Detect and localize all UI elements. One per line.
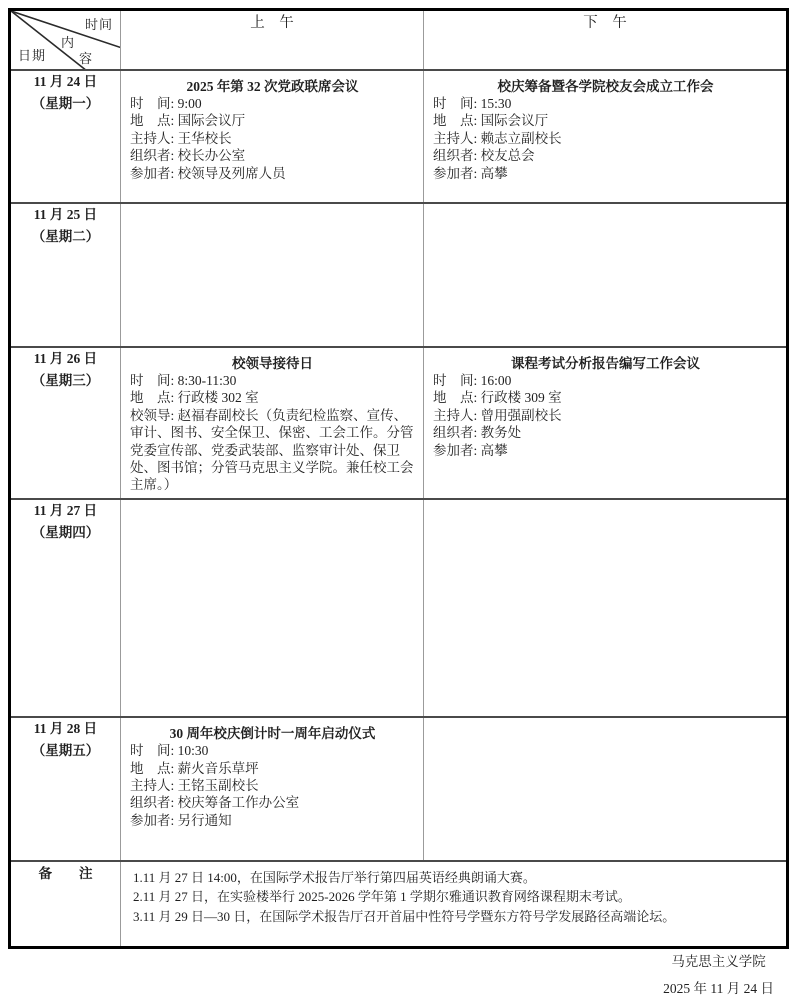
note-line: 3.11 月 29 日—30 日，在国际学术报告厅召开首届中性符号学暨东方符号学发展路径高端论坛。 [133, 908, 676, 924]
event-line: 时 间: 10:30 [130, 743, 209, 759]
page-footer [663, 948, 774, 1002]
date-line1: 11 月 25 日 [33, 206, 98, 222]
date-line1: 11 月 26 日 [33, 350, 98, 366]
notes-section [10, 861, 788, 948]
date-line1: 11 月 24 日 [33, 73, 98, 89]
event-line: 参加者: 高攀 [433, 165, 508, 181]
event-line: 时 间: 8:30-11:30 [130, 372, 237, 388]
date-line2: （星期一） [31, 95, 100, 111]
event-line: 主持人: 曾用强副校长 [433, 407, 562, 423]
notes-content [121, 861, 788, 948]
date-cell [10, 499, 121, 717]
date-line2: （星期二） [31, 228, 100, 244]
notes-label: 备 注 [10, 861, 121, 948]
afternoon-event-cell [424, 70, 788, 203]
event-line: 组织者: 校长办公室 [130, 148, 246, 164]
date-cell [10, 347, 121, 499]
event-line: 时 间: 9:00 [130, 95, 202, 111]
event-line: 地 点: 国际会议厅 [130, 113, 246, 129]
date-cell [10, 717, 121, 861]
schedule-table [8, 8, 789, 949]
note-line: 1.11 月 27 日 14:00，在国际学术报告厅举行第四届英语经典朗诵大赛。 [133, 869, 536, 885]
event-line: 地 点: 薪火音乐草坪 [130, 760, 259, 776]
event-title: 课程考试分析报告编写工作会议 [511, 355, 700, 371]
event-line: 时 间: 16:00 [433, 372, 512, 388]
afternoon-event-cell [424, 717, 788, 861]
footer-date: 2025 年 11 月 24 日 [663, 981, 774, 996]
schedule-row [10, 203, 788, 347]
afternoon-event-cell [424, 203, 788, 347]
event-line: 参加者: 校领导及列席人员 [130, 165, 286, 181]
event-line: 主持人: 王铭玉副校长 [130, 777, 259, 793]
corner-header-cell [10, 10, 121, 70]
corner-content-label-top: 内 [61, 35, 76, 50]
corner-content-label-bottom: 容 [79, 51, 94, 66]
event-line: 组织者: 教务处 [433, 425, 522, 441]
event-line: 校领导: 赵福春副校长（负责纪检监察、宣传、审计、图书、安全保卫、保密、工会工作。分管党委宣传部、党委武装部、监察审计处、保卫处、图书馆；分管马克思主义学院。兼任校工会主席。） [130, 407, 414, 493]
date-cell [10, 70, 121, 203]
notes-row [10, 861, 788, 948]
corner-time-label: 时间 [84, 17, 113, 32]
corner-date-label: 日期 [18, 47, 47, 63]
morning-event-cell [121, 203, 424, 347]
event-line: 参加者: 高攀 [433, 442, 508, 458]
event-line: 地 点: 行政楼 309 室 [433, 390, 562, 406]
afternoon-event-cell [424, 499, 788, 717]
notes-list [133, 868, 778, 927]
date-line2: （星期五） [31, 742, 100, 758]
event-title: 校庆筹备暨各学院校友会成立工作会 [497, 78, 714, 94]
schedule-row [10, 499, 788, 717]
event-title: 2025 年第 32 次党政联席会议 [186, 78, 359, 94]
morning-event-cell [121, 499, 424, 717]
event-title: 30 周年校庆倒计时一周年启动仪式 [169, 725, 376, 741]
event-title: 校领导接待日 [232, 355, 313, 371]
event-line: 参加者: 另行通知 [130, 812, 232, 828]
morning-event-cell [121, 70, 424, 203]
date-line2: （星期四） [31, 524, 100, 540]
event-line: 主持人: 王华校长 [130, 130, 232, 146]
event-line: 组织者: 校友总会 [433, 148, 535, 164]
event-line: 组织者: 校庆筹备工作办公室 [130, 795, 300, 811]
schedule-row [10, 70, 788, 203]
table-header [10, 10, 788, 70]
event-line: 地 点: 国际会议厅 [433, 113, 549, 129]
date-cell [10, 203, 121, 347]
schedule-body [10, 70, 788, 861]
date-line1: 11 月 27 日 [33, 502, 98, 518]
afternoon-column-header: 下 午 [424, 10, 788, 70]
afternoon-event-cell [424, 347, 788, 499]
event-line: 主持人: 赖志立副校长 [433, 130, 562, 146]
morning-event-cell [121, 347, 424, 499]
morning-event-cell [121, 717, 424, 861]
event-line: 时 间: 15:30 [433, 95, 512, 111]
footer-org: 马克思主义学院 [671, 954, 766, 969]
date-line1: 11 月 28 日 [33, 720, 98, 736]
event-line: 地 点: 行政楼 302 室 [130, 390, 259, 406]
note-line: 2.11 月 27 日，在实验楼举行 2025-2026 学年第 1 学期尔雅通识教育网络课程期末考试。 [133, 889, 631, 905]
morning-column-header: 上 午 [121, 10, 424, 70]
schedule-row [10, 717, 788, 861]
schedule-row [10, 347, 788, 499]
date-line2: （星期三） [31, 372, 100, 388]
